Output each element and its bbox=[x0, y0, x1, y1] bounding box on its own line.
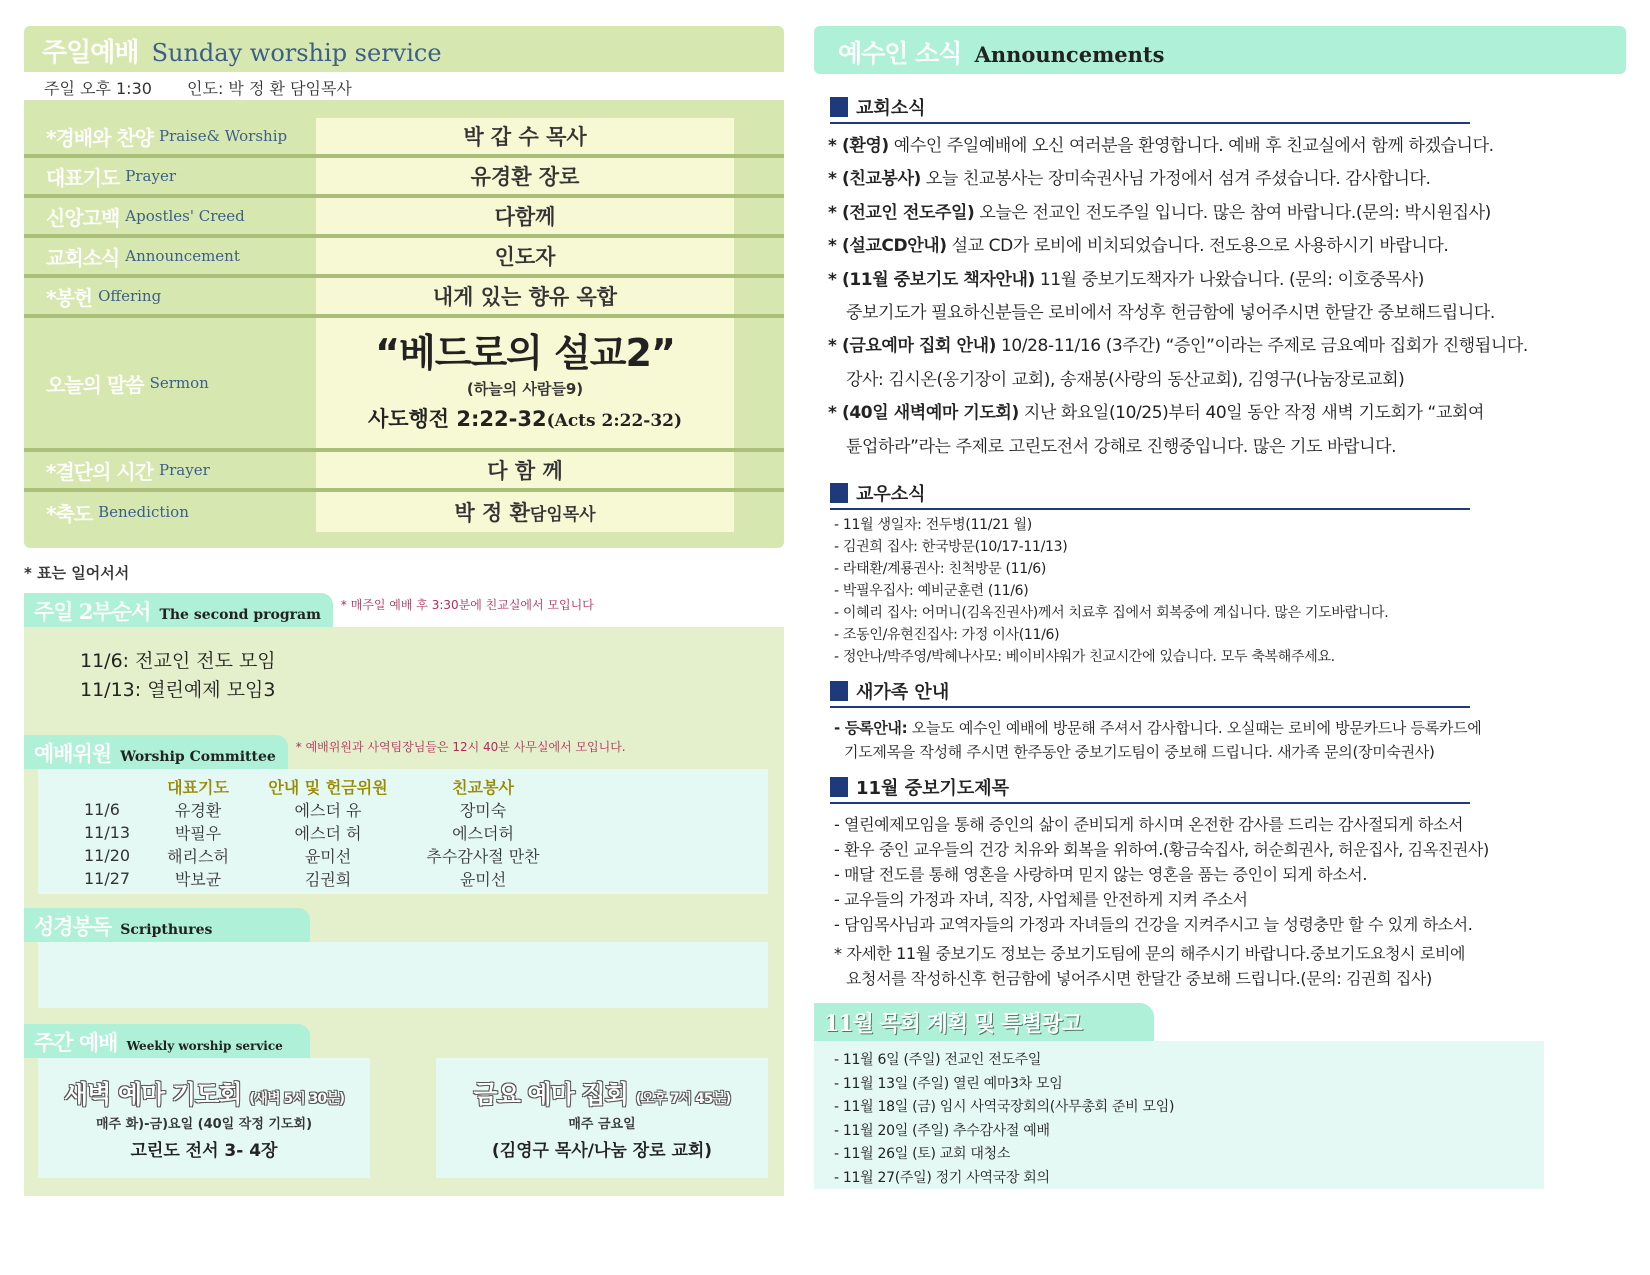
church-news-title: 교회소식 bbox=[856, 98, 926, 119]
table-cell: 박보균 bbox=[174, 870, 222, 889]
benediction-title: 담임목사 bbox=[529, 504, 596, 525]
order-row bbox=[24, 118, 784, 158]
order-label-en: Prayer bbox=[159, 461, 210, 479]
committee-table bbox=[38, 769, 768, 894]
scripture-title-en: Scripthures bbox=[120, 922, 213, 938]
list-item: * (환영) 예수인 주일예배에 오신 여러분을 환영합니다. 예배 후 친교실에서 함께 하겠습니다. bbox=[828, 136, 1494, 156]
table-cell: 추수감사절 만찬 bbox=[426, 847, 540, 866]
list-item: - 11월 26일 (토) 교회 대청소 bbox=[834, 1146, 1011, 1163]
prayer-note: 요청서를 작성하신후 헌금함에 넣어주시면 한달간 중보해 드립니다.(문의: 김권희 집사) bbox=[846, 969, 1432, 989]
list-item: - 이혜리 집사: 어머니(김옥진권사)께서 치료후 집에서 회복중에 계십니다. 많은 기도바랍니다. bbox=[834, 605, 1389, 622]
sermon-box bbox=[316, 318, 734, 448]
left-page bbox=[24, 26, 784, 1196]
scripture-tab bbox=[24, 908, 310, 942]
square-bullet-icon bbox=[830, 777, 848, 797]
sunday-title-en: Sunday worship service bbox=[151, 39, 442, 67]
list-item: - 박필우집사: 예비군훈련 (11/6) bbox=[834, 583, 1029, 600]
list-item: - 김권희 집사: 한국방문(10/17-11/13) bbox=[834, 539, 1068, 556]
table-cell: 김권희 bbox=[304, 870, 352, 889]
right-page bbox=[814, 26, 1626, 1189]
new-family-line: - 등록안내: 오늘도 예수인 예배에 방문해 주셔서 감사합니다. 오실때는 로비에 방문카드나 등록카드에 bbox=[834, 719, 1482, 738]
second-title-ko: 주일 2부순서 bbox=[34, 599, 151, 624]
list-item: - 11월 20일 (주일) 추수감사절 예배 bbox=[834, 1122, 1050, 1139]
service-time-line bbox=[24, 72, 784, 100]
order-value: 유경환 장로 bbox=[316, 158, 734, 194]
list-item: 11/13: 열린예제 모임3 bbox=[80, 679, 276, 701]
table-cell: 윤미선 bbox=[304, 847, 352, 866]
new-family-heading bbox=[830, 678, 1470, 708]
table-cell: 11/6 bbox=[84, 800, 120, 819]
table-cell: 에스더 허 bbox=[294, 824, 362, 843]
table-cell: 에스더 유 bbox=[294, 801, 362, 820]
list-item: - 조동인/유현진집사: 가정 이사(11/6) bbox=[834, 627, 1060, 644]
order-label-ko: 신앙고백 bbox=[46, 205, 120, 230]
committee-header bbox=[24, 735, 784, 769]
second-program-list bbox=[24, 627, 784, 735]
list-item: - 라태환/계룡권사: 친척방문 (11/6) bbox=[834, 561, 1047, 578]
sermon-label-ko: 오늘의 말씀 bbox=[46, 372, 144, 397]
announcements-header bbox=[814, 26, 1626, 74]
order-label-ko: *경배와 찬양 bbox=[46, 125, 154, 150]
dawn-title-line bbox=[64, 1075, 344, 1111]
list-item: 강사: 김시온(옹기장이 교회), 송재봉(사랑의 동산교회), 김영구(나눔장로교회) bbox=[846, 369, 1405, 390]
list-item: - 환우 중인 교우들의 건강 치유와 회복을 위하여.(황금숙집사, 허순희권사, 허운집사, 김옥진권사) bbox=[834, 840, 1489, 860]
order-row bbox=[24, 492, 784, 532]
order-label-ko: 교회소식 bbox=[46, 245, 120, 270]
sunday-title-ko: 주일예배 bbox=[42, 38, 139, 68]
list-item: * (설교CD안내) 설교 CD가 로비에 비치되었습니다. 전도용으로 사용하시기 바랍니다. bbox=[828, 236, 1449, 257]
scripture-header bbox=[24, 908, 784, 942]
table-cell: 장미숙 bbox=[459, 801, 507, 820]
square-bullet-icon bbox=[830, 483, 848, 503]
table-header-row bbox=[38, 775, 768, 798]
order-label-ko: *축도 bbox=[46, 501, 93, 526]
list-item: - 교우들의 가정과 자녀, 직장, 사업체를 안전하게 지켜 주소서 bbox=[834, 890, 1248, 910]
sermon-ref-ko: 사도행전 2:22-32 bbox=[367, 407, 547, 432]
second-program-tab bbox=[24, 593, 333, 627]
service-leader: 인도: 박 정 환 담임목사 bbox=[187, 79, 352, 98]
list-item: - 담임목사님과 교역자들의 가정과 자녀들의 건강을 지켜주시고 늘 성령충만 할 수 있게 하소서. bbox=[834, 915, 1473, 935]
table-cell: 유경환 bbox=[174, 801, 222, 820]
list-item: 튠업하라”라는 주제로 고린도전서 강해로 진행중입니다. 많은 기도 바랍니다. bbox=[846, 436, 1397, 457]
weekly-title-en: Weekly worship service bbox=[126, 1039, 283, 1053]
order-label-en: Announcement bbox=[125, 247, 240, 265]
order-value: 다 함 께 bbox=[316, 452, 734, 488]
weekly-area bbox=[24, 1058, 784, 1196]
church-news-heading bbox=[830, 94, 1470, 124]
second-program-header bbox=[24, 593, 784, 627]
table-cell: 해리스허 bbox=[167, 847, 229, 866]
table-cell: 11/13 bbox=[84, 823, 131, 842]
table-header: 안내 및 헌금위원 bbox=[268, 778, 388, 797]
second-program-area bbox=[24, 627, 784, 1196]
prayer-note: * 자세한 11월 중보기도 정보는 중보기도팀에 문의 해주시기 바랍니다.중보기도요청시 로비에 bbox=[834, 944, 1466, 964]
order-value: 박 갑 수 목사 bbox=[316, 118, 734, 154]
order-label-ko: 대표기도 bbox=[46, 165, 120, 190]
plan-tab bbox=[814, 1003, 1154, 1041]
weekly-title-ko: 주간 예배 bbox=[34, 1030, 118, 1055]
announcements-title-ko: 예수인 소식 bbox=[838, 39, 962, 68]
order-label-en: Apostles' Creed bbox=[125, 207, 245, 225]
order-value: 다함께 bbox=[316, 198, 734, 234]
new-family-line: 기도제목을 작성해 주시면 한주동안 중보기도팀이 중보해 드립니다. 새가족 문의(장미숙권사) bbox=[844, 743, 1435, 762]
list-item: - 정안나/박주영/박혜나사모: 베이비샤워가 친교시간에 있습니다. 모두 축복해주세요. bbox=[834, 649, 1335, 666]
second-program-note: * 매주일 예배 후 3:30분에 친교실에서 모입니다 bbox=[340, 598, 594, 612]
sermon-title: “베드로의 설교2” bbox=[375, 330, 675, 375]
table-header: 친교봉사 bbox=[452, 778, 514, 797]
friday-sub: 매주 금요일 bbox=[568, 1117, 636, 1132]
committee-tab bbox=[24, 735, 288, 769]
square-bullet-icon bbox=[830, 681, 848, 701]
dawn-prayer-box bbox=[38, 1058, 370, 1178]
list-item: * (11월 중보기도 책자안내) 11월 중보기도책자가 나왔습니다. (문의: 이호중목사) bbox=[828, 269, 1424, 290]
members-news-title: 교우소식 bbox=[856, 484, 926, 506]
list-item: * (40일 새벽예마 기도회) 지난 화요일(10/25)부터 40일 동안 작정 새벽 기도회가 “교회여 bbox=[828, 403, 1485, 424]
dawn-detail: 고린도 전서 3- 4장 bbox=[130, 1141, 278, 1161]
sermon-reference bbox=[368, 403, 682, 433]
order-label-en: Benediction bbox=[98, 503, 189, 521]
order-row bbox=[24, 158, 784, 198]
committee-note: * 예배위원과 사역팀장님들은 12시 40분 사무실에서 모입니다. bbox=[295, 740, 626, 754]
friday-time: (오후 7시 45분) bbox=[635, 1091, 731, 1107]
order-label-en: Prayer bbox=[125, 167, 177, 185]
friday-service-box bbox=[436, 1058, 768, 1178]
list-item: - 매달 전도를 통해 영혼을 사랑하며 믿지 않는 영혼을 품는 증인이 되게 하소서. bbox=[834, 865, 1368, 885]
list-item: - 11월 13일 (주일) 열린 예마3차 모임 bbox=[834, 1075, 1063, 1092]
committee-area bbox=[24, 769, 784, 908]
members-news-list bbox=[834, 514, 1626, 668]
list-item: - 11월 6일 (주일) 전교인 전도주일 bbox=[834, 1052, 1042, 1069]
sermon-subtitle: (하늘의 사람들9) bbox=[466, 380, 584, 399]
sunday-worship-header bbox=[24, 26, 784, 72]
order-row bbox=[24, 238, 784, 278]
dawn-title: 새벽 예마 기도회 bbox=[63, 1080, 242, 1109]
scripture-area bbox=[24, 942, 784, 1024]
list-item: - 열린예제모임을 통해 증인의 삶이 준비되게 하시며 온전한 감사를 드리는 감사절되게 하소서 bbox=[834, 815, 1464, 835]
order-label-en: Offering bbox=[98, 287, 162, 305]
table-row bbox=[38, 867, 768, 890]
new-family-title: 새가족 안내 bbox=[856, 682, 950, 704]
order-row bbox=[24, 452, 784, 492]
plan-list bbox=[814, 1041, 1544, 1189]
friday-title: 금요 예마 집회 bbox=[473, 1080, 628, 1109]
order-value: 인도자 bbox=[316, 238, 734, 274]
table-cell: 11/27 bbox=[84, 869, 131, 888]
dawn-time: (새벽 5시 30분) bbox=[249, 1091, 345, 1107]
members-news-heading bbox=[830, 480, 1470, 510]
order-row bbox=[24, 198, 784, 238]
plan-title: 11월 목회 계획 및 특별광고 bbox=[824, 1011, 1082, 1038]
table-cell: 박필우 bbox=[174, 824, 222, 843]
second-title-en: The second program bbox=[159, 607, 321, 623]
prayer-list bbox=[834, 812, 1626, 991]
dawn-sub: 매주 화)-금)요일 (40일 작정 기도회) bbox=[95, 1117, 313, 1132]
list-item: 중보기도가 필요하신분들은 로비에서 작성후 헌금함에 넣어주시면 한달간 중보해드립니다. bbox=[846, 303, 1495, 324]
list-item: 11/6: 전교인 전도 모임 bbox=[80, 650, 276, 672]
committee-title-en: Worship Committee bbox=[120, 749, 276, 765]
square-bullet-icon bbox=[830, 97, 848, 117]
friday-title-line bbox=[474, 1075, 731, 1111]
order-label-ko: *결단의 시간 bbox=[46, 459, 154, 484]
list-item: * (친교봉사) 오늘 친교봉사는 장미숙권사님 가정에서 섬겨 주셨습니다. 감사합니다. bbox=[828, 169, 1431, 190]
list-item: - 11월 18일 (금) 임시 사역국장회의(사무총회 준비 모임) bbox=[834, 1099, 1175, 1116]
table-cell: 에스더허 bbox=[452, 824, 514, 843]
table-header: 대표기도 bbox=[167, 778, 229, 797]
order-value: 내게 있는 향유 옥합 bbox=[316, 278, 734, 314]
table-cell: 11/20 bbox=[84, 846, 131, 865]
table-row bbox=[38, 844, 768, 867]
list-item: * (전교인 전도주일) 오늘은 전교인 전도주일 입니다. 많은 참여 바랍니다.(문의: 박시원집사) bbox=[828, 202, 1491, 223]
prayer-heading bbox=[830, 774, 1470, 804]
announcements-title-en: Announcements bbox=[974, 42, 1165, 67]
table-cell: 윤미선 bbox=[459, 870, 507, 889]
list-item: - 11월 27(주일) 정기 사역국장 회의 bbox=[834, 1169, 1050, 1186]
order-of-worship bbox=[24, 100, 784, 548]
table-row bbox=[38, 798, 768, 821]
friday-detail: (김영구 목사/나눔 장로 교회) bbox=[491, 1141, 713, 1161]
stand-note: * 표는 일어서서 bbox=[24, 564, 130, 582]
table-row bbox=[38, 821, 768, 844]
scripture-title-ko: 성경봉독 bbox=[34, 914, 112, 939]
weekly-header bbox=[24, 1024, 784, 1058]
scripture-box bbox=[38, 942, 768, 1008]
order-value bbox=[316, 492, 734, 532]
list-item: - 11월 생일자: 전두병(11/21 월) bbox=[834, 517, 1032, 534]
list-item: * (금요예마 집회 안내) 10/28-11/16 (3주간) “증인”이라는 주제로 금요예마 집회가 진행됩니다. bbox=[828, 336, 1528, 357]
prayer-title: 11월 중보기도제목 bbox=[856, 778, 1010, 800]
service-time: 주일 오후 1:30 bbox=[44, 79, 152, 98]
benediction-name: 박 정 환 bbox=[454, 501, 530, 525]
sermon-label-en: Sermon bbox=[149, 374, 209, 392]
committee-title-ko: 예배위원 bbox=[34, 741, 112, 766]
order-label-en: Praise& Worship bbox=[159, 127, 288, 145]
sermon-ref-en: (Acts 2:22-32) bbox=[546, 411, 683, 432]
church-news-list bbox=[828, 130, 1626, 464]
sermon-row bbox=[24, 318, 784, 452]
new-family-text bbox=[834, 716, 1626, 764]
order-label-ko: *봉헌 bbox=[46, 285, 93, 310]
order-row bbox=[24, 278, 784, 318]
weekly-tab bbox=[24, 1024, 310, 1058]
